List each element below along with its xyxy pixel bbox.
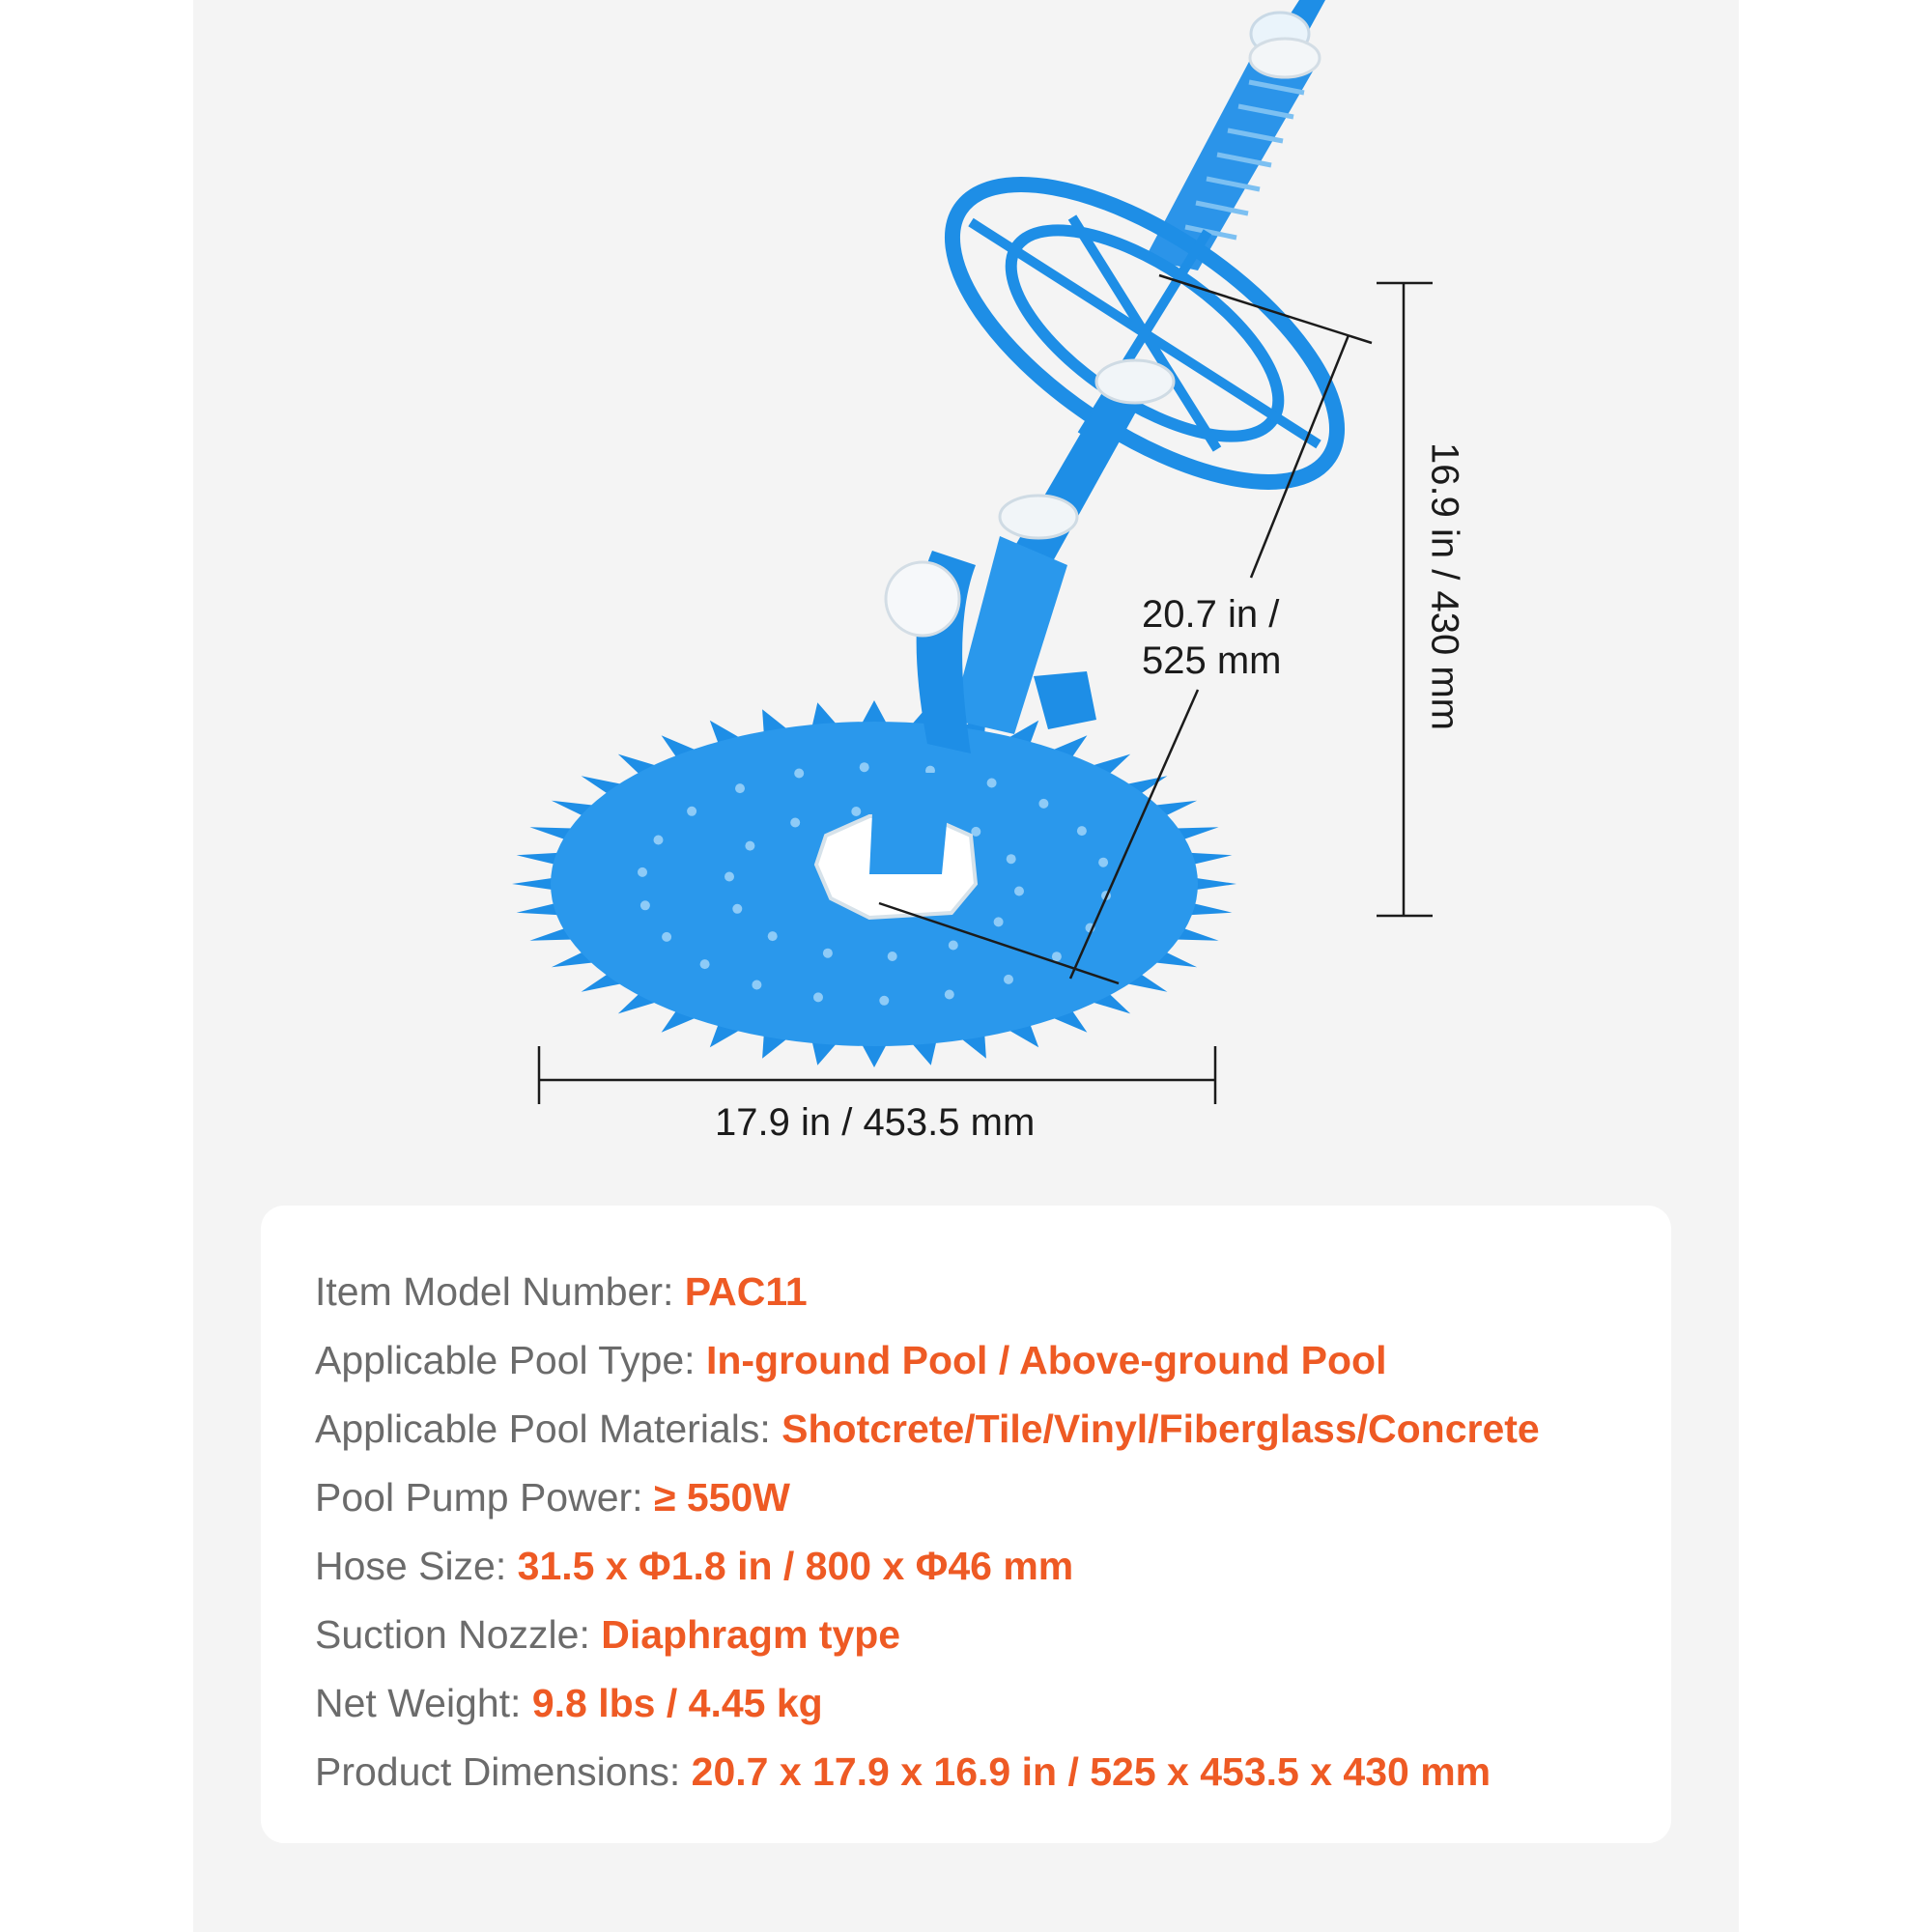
diaphragm-hole xyxy=(732,904,742,914)
diaphragm-hole xyxy=(823,949,833,958)
diaphragm-hole xyxy=(794,769,804,779)
diagonal-dimension-line1: 20.7 in / xyxy=(1142,593,1280,636)
spec-label: Suction Nozzle: xyxy=(315,1612,602,1657)
neck-collar xyxy=(1096,360,1174,403)
diagonal-dimension-line2: 525 mm xyxy=(1142,639,1282,682)
diaphragm-hole xyxy=(1007,854,1016,864)
diaphragm-hole xyxy=(1004,975,1013,984)
diaphragm-hole xyxy=(638,867,647,877)
diaphragm-hole xyxy=(768,931,778,941)
spec-label: Hose Size: xyxy=(315,1544,518,1588)
width-dimension-label: 17.9 in / 453.5 mm xyxy=(715,1101,1036,1144)
spec-label: Item Model Number: xyxy=(315,1269,685,1314)
spec-row-pool-materials xyxy=(315,1395,1540,1463)
diaphragm-hole xyxy=(1014,887,1024,896)
spec-row-dimensions xyxy=(315,1738,1540,1806)
spec-row-hose-size xyxy=(315,1532,1540,1601)
spec-value: In-ground Pool / Above-ground Pool xyxy=(705,1338,1387,1382)
diaphragm-hole xyxy=(1098,858,1108,867)
spec-card xyxy=(261,1206,1671,1843)
diaphragm-hole xyxy=(1077,826,1087,836)
spec-label: Product Dimensions: xyxy=(315,1749,692,1794)
diagonal-dimension-label xyxy=(1142,591,1282,684)
spec-label: Applicable Pool Type: xyxy=(315,1338,706,1382)
side-tab xyxy=(1034,671,1096,729)
diaphragm-hole xyxy=(654,836,664,845)
height-dimension-label: 16.9 in / 430 mm xyxy=(1423,442,1466,730)
diaphragm-hole xyxy=(994,917,1004,926)
neck-collar-lower xyxy=(1000,496,1077,538)
diaphragm-hole xyxy=(987,779,997,788)
diaphragm-hole xyxy=(662,932,671,942)
float-ball xyxy=(886,562,959,636)
diaphragm-hole xyxy=(745,841,754,851)
diaphragm-hole xyxy=(700,959,710,969)
spec-value: 20.7 x 17.9 x 16.9 in / 525 x 453.5 x 430 mm xyxy=(691,1749,1492,1794)
spec-row-model xyxy=(315,1258,1540,1326)
diaphragm-hole xyxy=(949,941,958,951)
spec-label: Net Weight: xyxy=(315,1681,532,1725)
spec-label: Applicable Pool Materials: xyxy=(315,1406,782,1451)
foot-pad xyxy=(869,773,952,874)
diagonal-tick-top xyxy=(1159,275,1372,343)
spec-value: 31.5 x Φ1.8 in / 800 x Φ46 mm xyxy=(517,1544,1074,1588)
spec-value: Shotcrete/Tile/Vinyl/Fiberglass/Concrete xyxy=(781,1406,1540,1451)
spec-row-pump-power xyxy=(315,1463,1540,1532)
diaphragm-hole xyxy=(945,990,954,1000)
spec-value: ≥ 550W xyxy=(653,1475,790,1520)
spec-list xyxy=(315,1258,1540,1806)
diaphragm-hole xyxy=(640,900,650,910)
diaphragm-hole xyxy=(851,807,861,816)
diaphragm-hole xyxy=(1038,799,1048,809)
spec-row-pool-type xyxy=(315,1326,1540,1395)
diaphragm-hole xyxy=(687,807,696,816)
spec-row-net-weight xyxy=(315,1669,1540,1738)
spec-value: 9.8 lbs / 4.45 kg xyxy=(531,1681,823,1725)
diaphragm-hole xyxy=(879,996,889,1006)
diaphragm-hole xyxy=(860,762,869,772)
spec-label: Pool Pump Power: xyxy=(315,1475,654,1520)
diaphragm-hole xyxy=(888,952,897,961)
diaphragm-hole xyxy=(1052,952,1062,961)
diaphragm-hole xyxy=(724,872,734,882)
spec-value: Diaphragm type xyxy=(601,1612,901,1657)
spec-row-suction-nozzle xyxy=(315,1601,1540,1669)
diaphragm-hole xyxy=(752,980,761,990)
diaphragm-hole xyxy=(813,992,823,1002)
diaphragm-hole xyxy=(790,818,800,828)
diaphragm-hole xyxy=(735,783,745,793)
spec-value: PAC11 xyxy=(684,1269,808,1314)
hose-collar xyxy=(1250,39,1320,77)
